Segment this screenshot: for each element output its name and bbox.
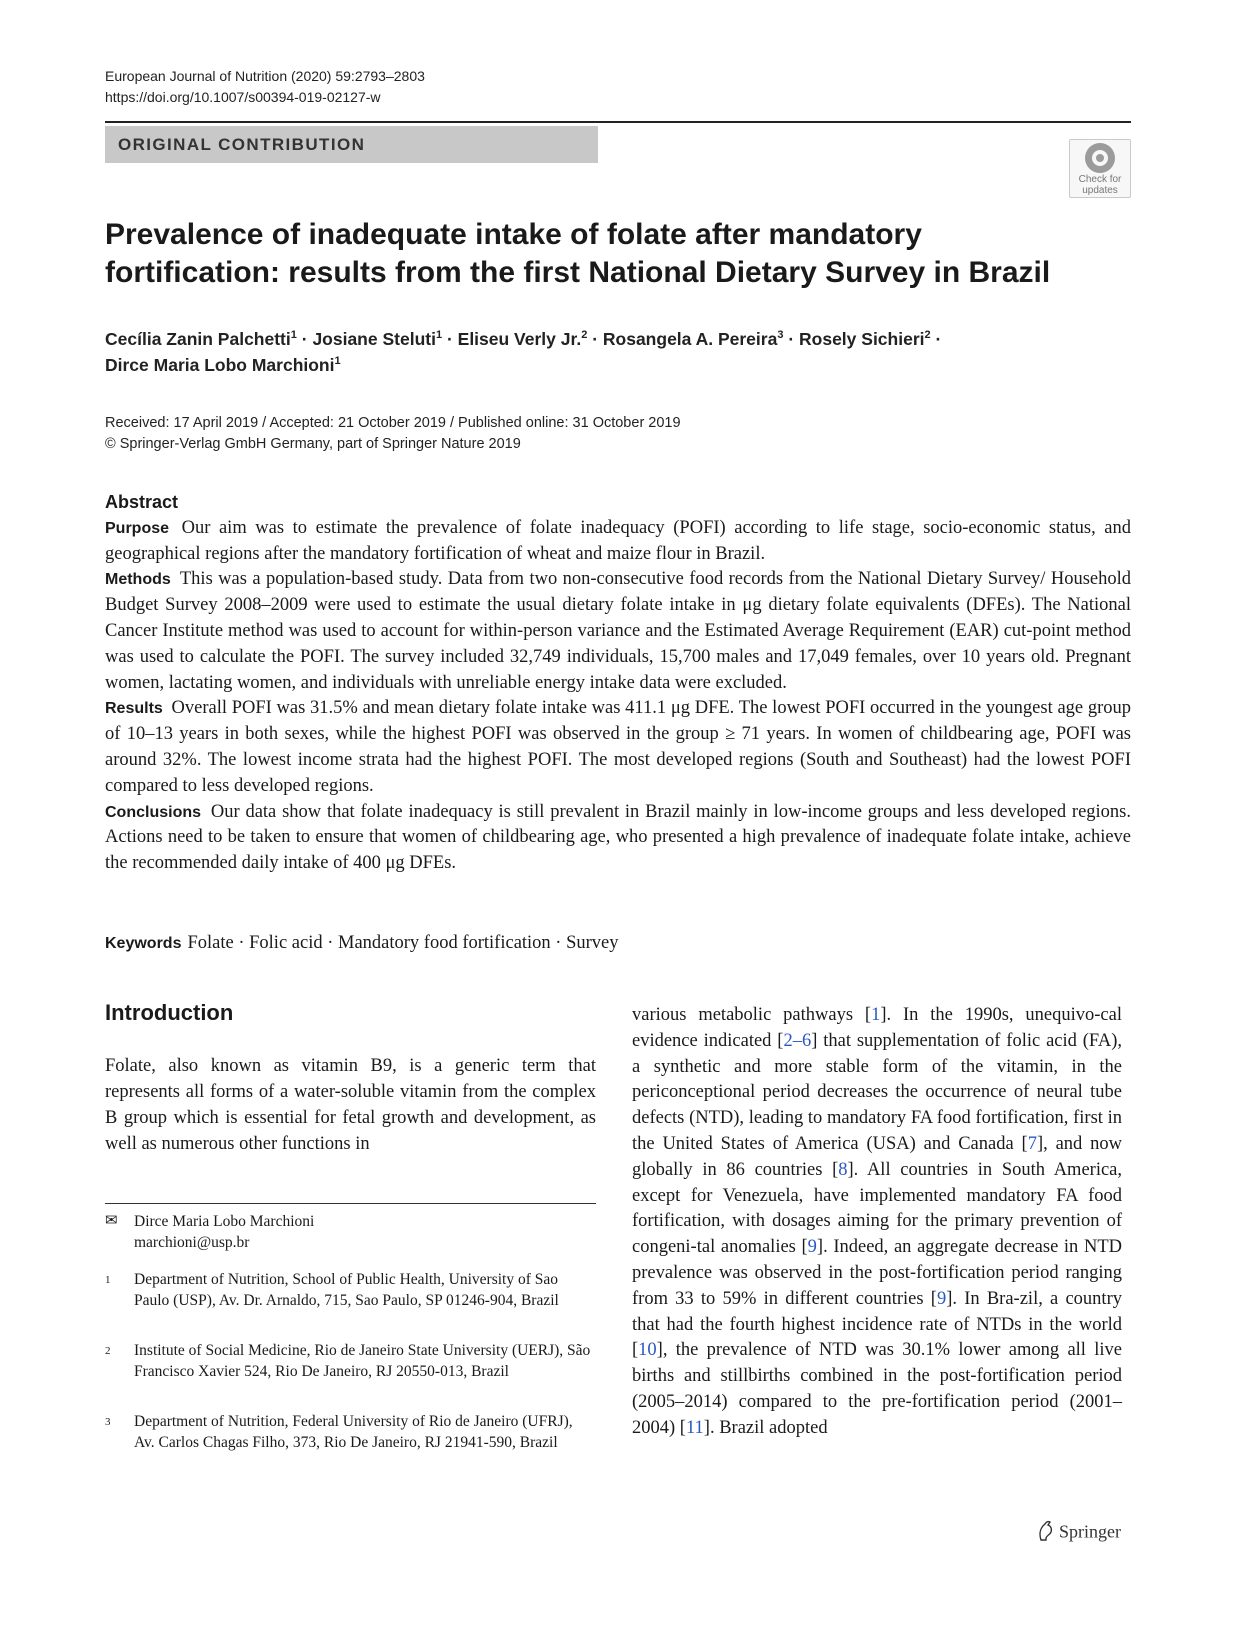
affiliation-text: Institute of Social Medicine, Rio de Janeiro State University (UERJ), São Francisco Xavier 524, Rio De Janeiro, RJ 20550-013, Brazil [134, 1342, 591, 1380]
copyright-line: © Springer-Verlag GmbH Germany, part of Springer Nature 2019 [105, 436, 521, 452]
badge-line2: updates [1082, 185, 1118, 196]
citation-link[interactable]: 10 [638, 1340, 657, 1361]
author-affiliation: 1 [435, 329, 443, 342]
author-affiliation: 1 [290, 329, 297, 342]
abstract-conclusions [105, 800, 1131, 877]
abstract-methods [105, 567, 1131, 696]
title-line1: Prevalence of inadequate intake of folate after mandatory [105, 218, 922, 251]
publisher-name: Springer [1059, 1521, 1121, 1542]
citation-link[interactable]: 1 [871, 1005, 881, 1025]
author-name[interactable]: Eliseu Verly Jr. [457, 329, 582, 349]
affiliation-mark: 3 [105, 1416, 111, 1428]
body-text: ]. All countries in South America, except for Venezuela, have implemented mandatory FA food fortification, with dosages aiming for the primary prevention of congeni-tal anomalies [ [632, 1159, 1123, 1258]
publication-dates [105, 413, 681, 455]
introduction-heading: Introduction [105, 1000, 234, 1025]
article-category: ORIGINAL CONTRIBUTION [118, 135, 366, 154]
publisher-logo [1035, 1520, 1121, 1547]
author-affiliation: 3 [777, 329, 784, 342]
keywords-text: Folate · Folic acid · Mandatory food fortification · Survey [187, 933, 619, 953]
body-text: ]. In Bra-zil, a country that had the fourth highest incidence rate of NTDs in the world [ [632, 1288, 1122, 1361]
conclusions-label: Conclusions [105, 803, 202, 821]
abstract-heading: Abstract [105, 492, 179, 512]
affiliation-text: Department of Nutrition, Federal University of Rio de Janeiro (UFRJ), Av. Carlos Chagas Filho, 373, Rio De Janeiro, RJ 21941-590, Brazil [134, 1413, 573, 1451]
contact-email[interactable]: marchioni@usp.br [134, 1233, 250, 1251]
journal-citation: European Journal of Nutrition (2020) 59:2793–2803 [105, 68, 425, 84]
citation-link[interactable]: 9 [936, 1288, 947, 1309]
envelope-icon: ✉ [105, 1213, 118, 1229]
keywords [105, 931, 619, 956]
author-affiliation: 1 [334, 355, 341, 368]
doi-link[interactable]: https://doi.org/10.1007/s00394-019-02127-w [105, 89, 381, 105]
citation-link[interactable]: 7 [1027, 1133, 1037, 1154]
conclusions-text: Our data show that folate inadequacy is still prevalent in Brazil mainly in low-income groups and less developed regions. Actions need to be taken to ensure that women of childbearing age, who presented a high prevalence of inadequate folate intake, achieve the recommended daily intake of 400 μg DFEs. [105, 801, 1132, 874]
check-for-updates-badge[interactable] [1069, 139, 1131, 198]
body-text: ] that supplementation of folic acid (FA), a synthetic and more stable form of the vitamin, in the periconceptional period decreases the occurrence of neural tube defects (NTD), leading to mandatory FA food fortification, first in the United States of America (USA) and Canada [ [632, 1030, 1122, 1154]
citation-link[interactable]: 11 [685, 1417, 704, 1438]
methods-text: This was a population-based study. Data from two non-consecutive food records from the National Dietary Survey/ Household Budget Survey 2008–2009 were used to estimate the usual dietary folate intake in μg dietary folate equivalents (DFEs). The National Cancer Institute method was used to account for within-person variance and the Estimated Average Requirement (EAR) cut-point method was used to calculate the POFI. The survey included 32,749 individuals, 15,700 males and 17,049 females, over 10 years old. Pregnant women, lactating women, and individuals with unreliable energy intake data were excluded. [105, 569, 1132, 693]
body-text: ]. In the 1990s, unequivo-cal evidence indicated [ [632, 1005, 1122, 1051]
check-for-updates-icon [1085, 143, 1115, 173]
author-name[interactable]: Rosely Sichieri [799, 329, 925, 349]
author-name[interactable]: Cecília Zanin Palchetti [105, 329, 291, 349]
purpose-text: Our aim was to estimate the prevalence of folate inadequacy (POFI) according to life stage, socio-economic status, and geographical regions after the mandatory fortification of wheat and maize flour in Brazil. [105, 517, 1131, 564]
author-list: Cecília Zanin Palchetti$^1$ · Josiane Steluti$^1$ · Eliseu Verly Jr.$^2$ · Rosangela A. Pereira$^3$ · Rosely Sichieri$^2$ · Dirce Maria Lobo Marchioni$^1$ [105, 329, 942, 375]
keywords-label: Keywords [105, 935, 182, 952]
body-text: various metabolic pathways [ [632, 1005, 872, 1025]
article-title [105, 216, 1105, 292]
results-text: Overall POFI was 31.5% and mean dietary folate intake was 411.1 μg DFE. The lowest POFI occurred in the youngest age group of 10–13 years in both sexes, while the highest POFI was observed in the group ≥ 71 years. In women of childbearing age, POFI was around 32%. The lowest income strata had the highest POFI. The most developed regions (South and Southeast) had the lowest POFI compared to less developed regions. [105, 698, 1132, 796]
abstract [105, 490, 1131, 877]
history-dates: Received: 17 April 2019 / Accepted: 21 October 2019 / Published online: 31 October 2019 [105, 415, 681, 431]
author-name[interactable]: Dirce Maria Lobo Marchioni [105, 355, 335, 375]
results-label: Results [105, 700, 163, 718]
affiliation-text: Department of Nutrition, School of Public Health, University of Sao Paulo (USP), Av. Dr. Arnaldo, 715, Sao Paulo, SP 01246-904, Brazil [134, 1271, 559, 1309]
body-text: ], the prevalence of NTD was 30.1% lower among all live births and stillbirths combined in the post-fortification period (2005–2014) compared to the pre-fortification period (2001–2004) [ [632, 1340, 1122, 1438]
affiliation-mark: 1 [105, 1274, 111, 1286]
footnote-rule [105, 1203, 596, 1204]
body-text: ]. Brazil adopted [703, 1417, 828, 1438]
methods-label: Methods [105, 571, 171, 589]
springer-horse-icon [1035, 1520, 1055, 1547]
author-name[interactable]: Josiane Steluti [312, 329, 436, 349]
citation-link[interactable]: 9 [807, 1237, 817, 1258]
abstract-purpose [105, 516, 1131, 568]
introduction-left-column: Folate, also known as vitamin B9, is a generic term that represents all forms of a water-soluble vitamin from the complex B group which is essential for fetal growth and development, as well as numerous other functions in [105, 1056, 596, 1154]
journal-header [105, 66, 425, 108]
body-text: ], and now globally in 86 countries [ [632, 1133, 1122, 1180]
contact-name: Dirce Maria Lobo Marchioni [134, 1213, 315, 1230]
citation-link[interactable]: 8 [838, 1159, 848, 1180]
affiliation-mark: 2 [105, 1345, 111, 1357]
author-affiliation: 2 [924, 329, 931, 342]
badge-line1: Check for [1078, 174, 1122, 185]
title-line2: fortification: results from the first National Dietary Survey in Brazil [105, 256, 1051, 289]
author-affiliation: 2 [581, 329, 588, 342]
header-rule [105, 121, 1131, 123]
purpose-label: Purpose [105, 519, 170, 537]
body-text: ]. Indeed, an aggregate decrease in NTD prevalence was observed in the post-fortification period ranging from 33 to 59% in different countries [ [632, 1237, 1122, 1309]
author-name[interactable]: Rosangela A. Pereira [602, 329, 778, 349]
citation-link[interactable]: 2–6 [783, 1030, 812, 1051]
abstract-results [105, 696, 1131, 799]
introduction-right-column [632, 1003, 1122, 1442]
